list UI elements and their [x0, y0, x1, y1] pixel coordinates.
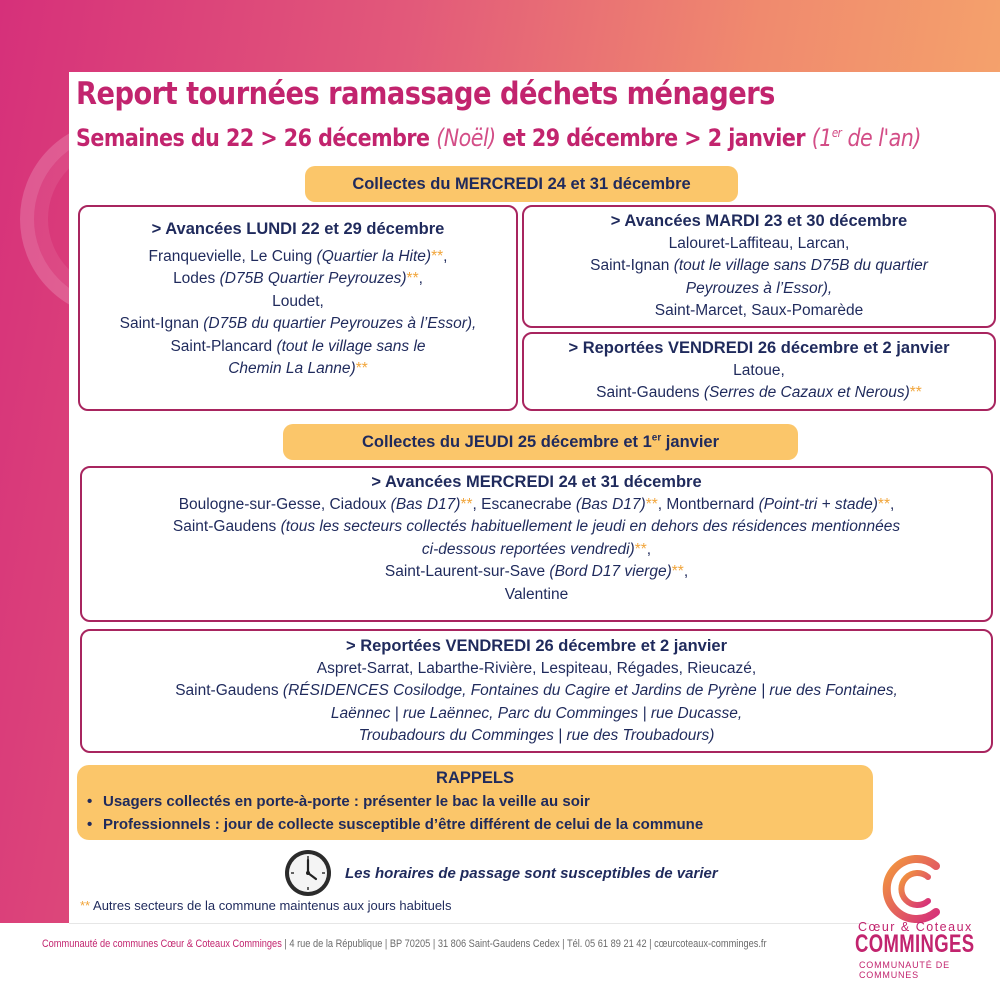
line-saint-ignan: Saint-Ignan (D75B du quartier Peyrouzes à l’Essor), — [119, 315, 477, 332]
subtitle-nouvelan: (1er de l'an) — [811, 124, 921, 152]
rappel-item: • Usagers collectés en porte-à-porte : présenter le bac la veille au soir — [77, 790, 873, 813]
line-franquevielle: Franquevielle, Le Cuing (Quartier la Hite)**, — [148, 247, 448, 265]
heading-avancees-mardi: > Avancées MARDI 23 et 30 décembre — [610, 212, 908, 230]
line-loudet: Loudet, — [272, 292, 324, 310]
logo-line-2: COMMINGES — [855, 930, 975, 958]
box-avancees-lundi — [78, 205, 518, 411]
rappels-title: RAPPELS — [436, 769, 514, 787]
heading-avancees-lundi: > Avancées LUNDI 22 et 29 décembre — [151, 220, 445, 238]
footnote: ** Autres secteurs de la commune maintenus aux jours habituels — [80, 898, 452, 913]
clock-note-text: Les horaires de passage sont susceptibles de varier — [345, 864, 718, 882]
line-chemin-la-lanne: Chemin La Lanne)** — [228, 360, 368, 377]
line-lodes: Lodes (D75B Quartier Peyrouzes)**, — [173, 270, 423, 287]
page-subtitle — [76, 124, 970, 152]
clock-icon — [283, 848, 333, 898]
footer-divider — [69, 923, 869, 924]
box-avancees-mercredi — [80, 466, 993, 622]
heading-avancees-mercredi: > Avancées MERCREDI 24 et 31 décembre — [371, 473, 702, 491]
line-laennec: Laënnec | rue Laënnec, Parc du Comminges | rue Ducasse, — [330, 704, 743, 722]
line-latoue: Latoue, — [733, 361, 785, 379]
logo-line-3: COMMUNAUTÉ DE COMMUNES — [859, 960, 950, 980]
footer-details: | 4 rue de la République | BP 70205 | 31 806 Saint-Gaudens Cedex | Tél. 05 61 89 21 42 | cœurcoteaux-comminges.fr — [281, 938, 767, 950]
line-troubadours: Troubadours du Comminges | rue des Troubadours) — [358, 727, 715, 744]
line-boulogne: Boulogne-sur-Gesse, Ciadoux (Bas D17)**, Escanecrabe (Bas D17)**, Montbernard (Point-tri + stade)**, — [178, 495, 895, 513]
clock-note-row — [283, 848, 718, 898]
heading-reportees-vendredi-1: > Reportées VENDREDI 26 décembre et 2 janvier — [568, 339, 950, 357]
page-title: Report tournées ramassage déchets ménagers — [76, 76, 775, 112]
line-saint-gaudens-residences: Saint-Gaudens (RÉSIDENCES Cosilodge, Fontaines du Cagire et Jardins de Pyrène | rue des Fontaines, — [175, 682, 898, 699]
line-saint-plancard: Saint-Plancard (tout le village sans le — [170, 337, 426, 355]
pill-jeudi: Collectes du JEUDI 25 décembre et 1er janvier — [283, 424, 798, 460]
line-valentine: Valentine — [504, 585, 569, 603]
heading-reportees-vendredi-2: > Reportées VENDREDI 26 décembre et 2 janvier — [345, 637, 728, 655]
line-aspret: Aspret-Sarrat, Labarthe-Rivière, Lespiteau, Régades, Rieucazé, — [316, 659, 757, 677]
line-reportees-vendredi: ci-dessous reportées vendredi)**, — [421, 540, 652, 558]
line-peyrouzes: Peyrouzes à l’Essor), — [685, 279, 833, 297]
subtitle-noel: (Noël) — [436, 124, 496, 152]
rappel-item: • Professionnels : jour de collecte susceptible d’être différent de celui de la commune — [77, 813, 873, 836]
box-avancees-mardi — [522, 205, 996, 328]
line-saint-laurent: Saint-Laurent-sur-Save (Bord D17 vierge)**, — [384, 563, 689, 580]
pill-mercredi: Collectes du MERCREDI 24 et 31 décembre — [305, 166, 738, 202]
line-saint-ignan-mardi: Saint-Ignan (tout le village sans D75B du quartier — [590, 257, 928, 274]
subtitle-dates-noel: Semaines du 22 > 26 décembre — [76, 124, 430, 152]
line-saint-gaudens-serres: Saint-Gaudens (Serres de Cazaux et Nerous)** — [596, 384, 922, 401]
footer-contact — [42, 938, 767, 950]
box-reportees-vendredi-2 — [80, 629, 993, 753]
line-saint-gaudens-secteurs: Saint-Gaudens (tous les secteurs collectés habituellement le jeudi en dehors des résidences mentionnées — [172, 518, 901, 535]
box-reportees-vendredi-1 — [522, 332, 996, 411]
rappels-box — [77, 765, 873, 840]
line-saint-marcet: Saint-Marcet, Saux-Pomarède — [654, 302, 864, 319]
line-lalouret: Lalouret-Laffiteau, Larcan, — [668, 234, 850, 252]
logo-line-1: Cœur & Coteaux — [858, 920, 973, 934]
footer-org: Communauté de communes Cœur & Coteaux Comminges — [42, 938, 282, 950]
subtitle-dates-nouvelan: et 29 décembre > 2 janvier — [502, 124, 806, 152]
